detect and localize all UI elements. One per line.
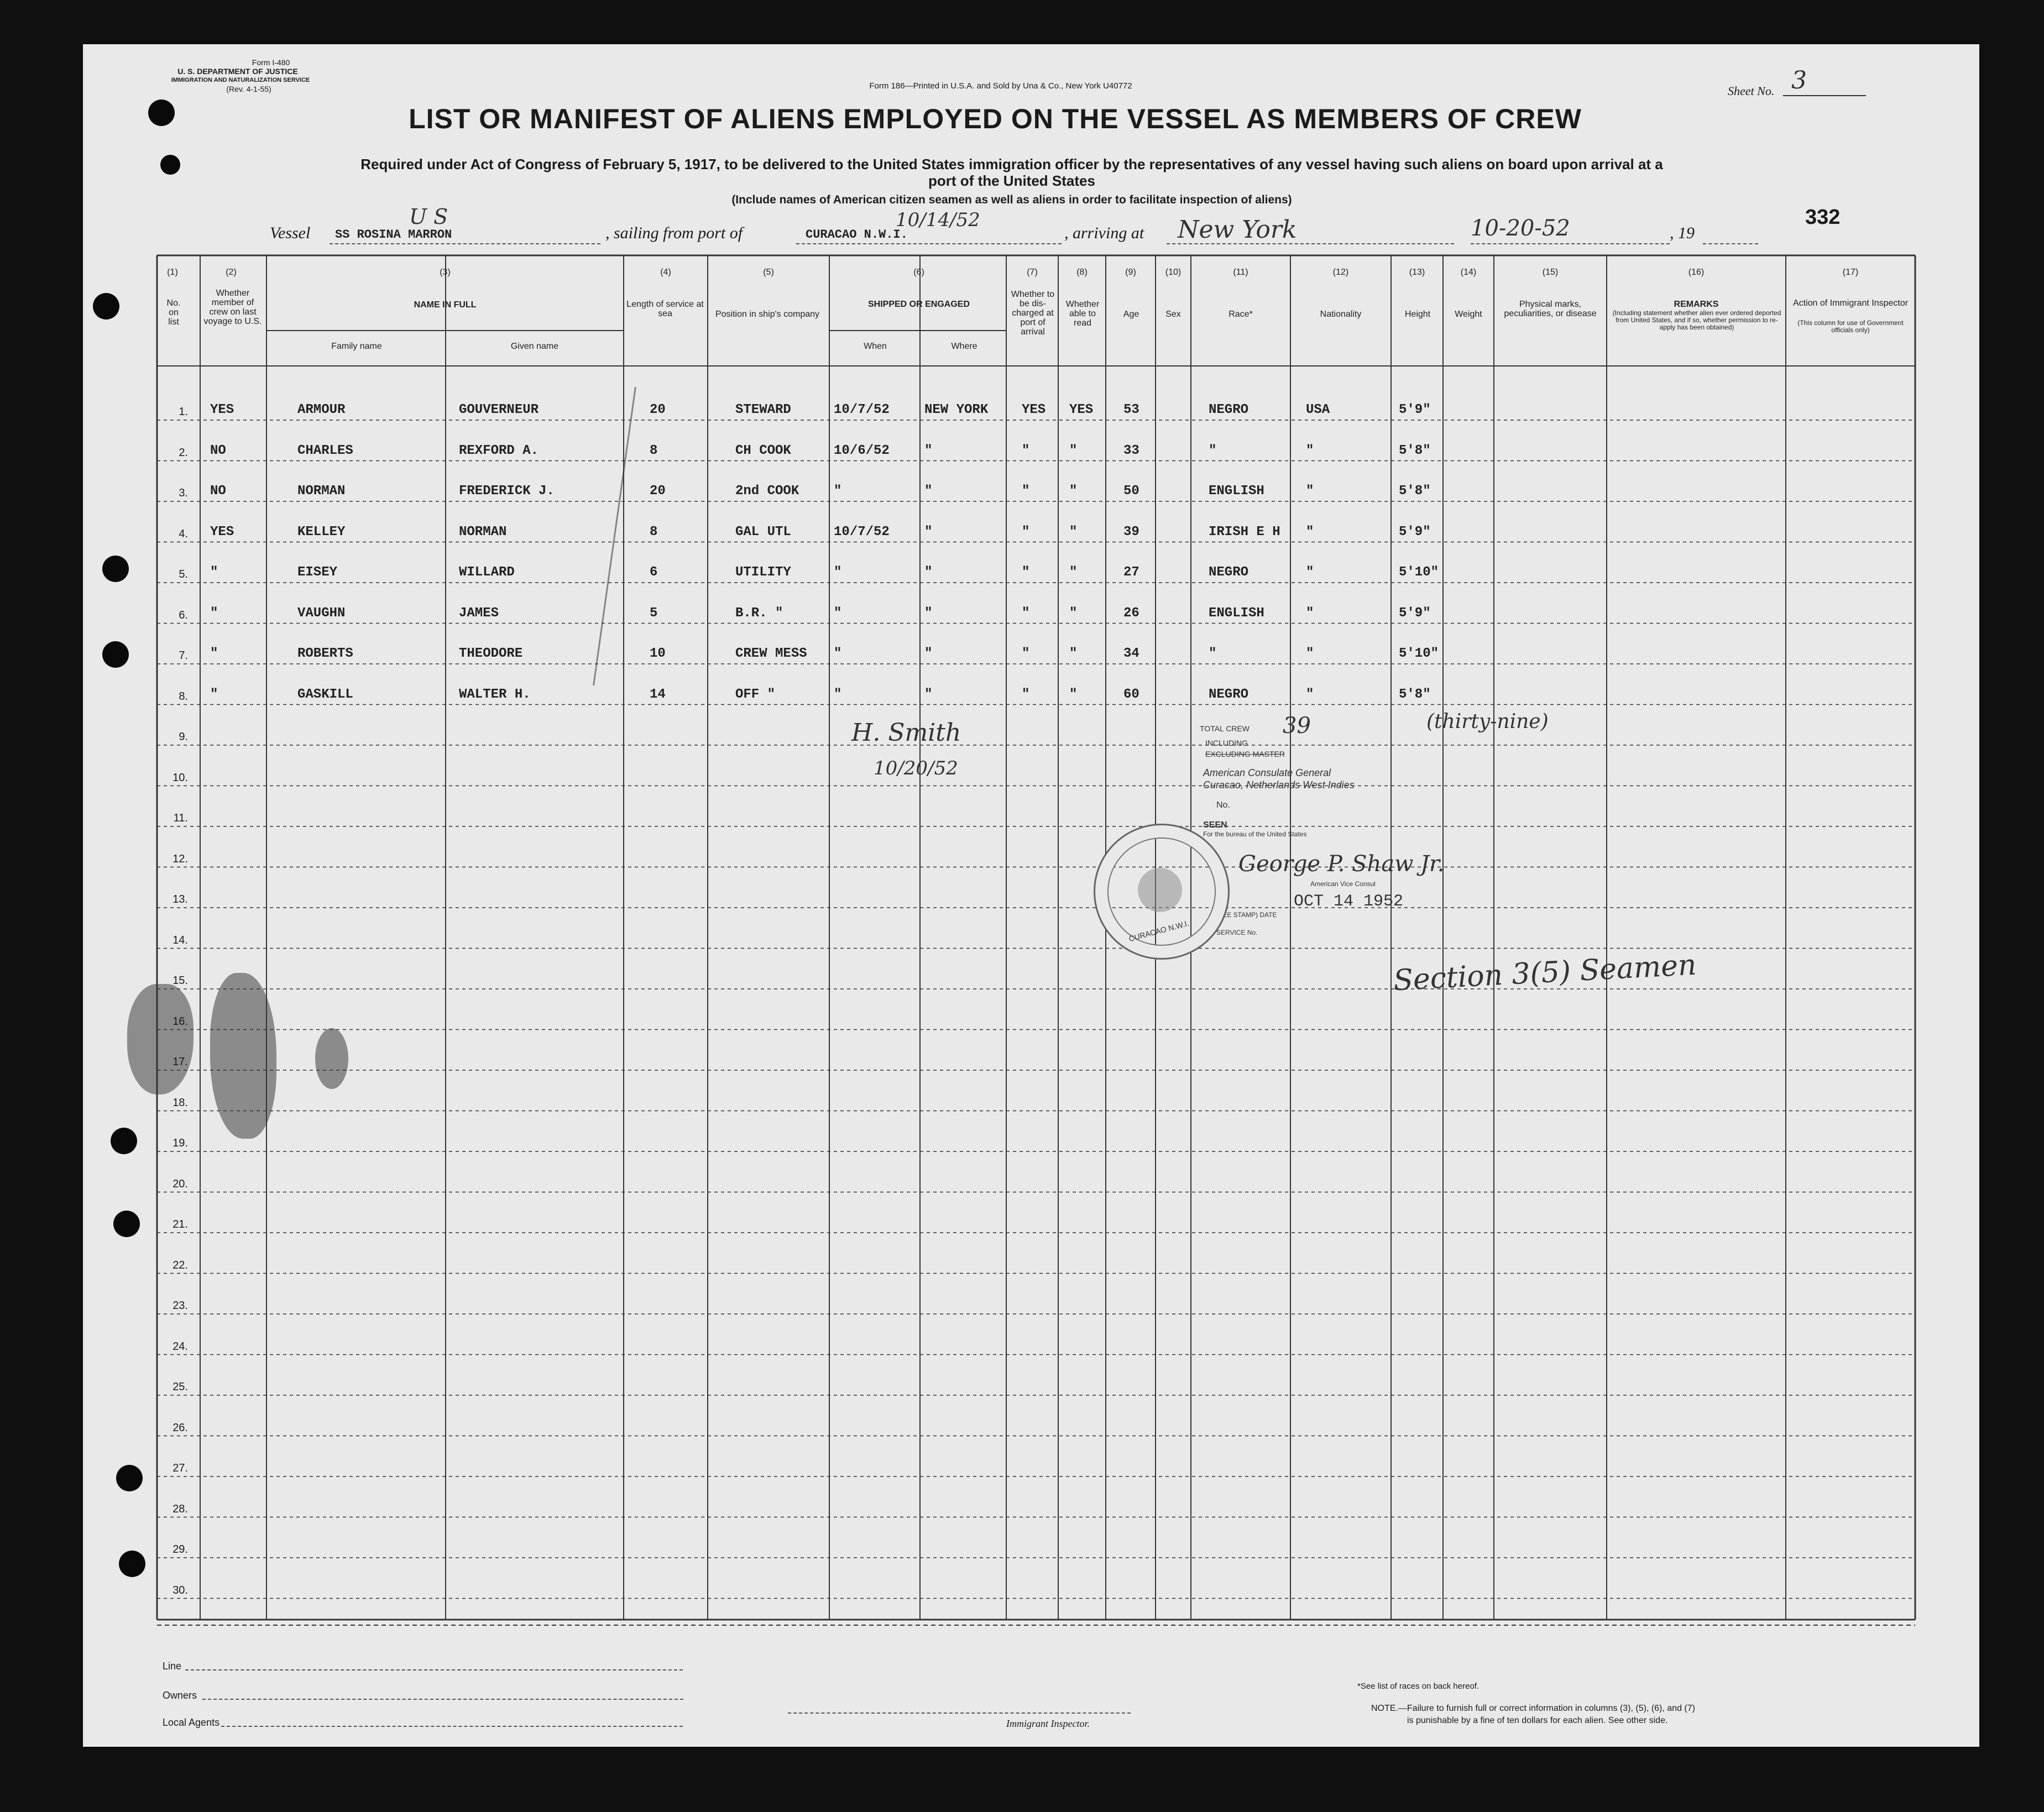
row-number: 13. [172, 893, 188, 905]
crew-position: CH COOK [735, 443, 791, 458]
row-number: 2. [179, 446, 188, 459]
row-number: 15. [172, 975, 188, 987]
crew-last-voyage: YES [210, 402, 234, 417]
subtitle-include: (Include names of American citizen seamen as well as aliens in order to facilitate inspection of aliens) [731, 193, 1292, 206]
crew-nationality: USA [1306, 402, 1330, 417]
crew-last-voyage: " [210, 687, 218, 702]
column-number: (3) [440, 268, 451, 277]
footer-owners-label: Owners [163, 1690, 197, 1701]
crew-age: 33 [1123, 443, 1139, 458]
arrival-port-handwritten: New York [1178, 216, 1297, 244]
form-number: Form I-480 [252, 58, 290, 67]
crew-family-name: ROBERTS [297, 646, 353, 661]
departure-port: CURACAO N.W.I. [806, 228, 908, 242]
row-number: 1. [179, 406, 188, 418]
row-number: 24. [172, 1340, 188, 1353]
crew-discharged: YES [1022, 402, 1046, 417]
crew-shipped-where: NEW YORK [924, 402, 989, 417]
row-number: 14. [172, 934, 188, 946]
header-inspector-action: Action of Immigrant Inspector [1792, 298, 1909, 308]
row-number: 21. [172, 1218, 188, 1230]
year-label: , 19 [1670, 224, 1695, 242]
footer-note-2: is punishable by a fine of ten dollars for each alien. See other side. [1407, 1716, 1668, 1725]
column-number: (13) [1409, 268, 1425, 277]
header-remarks: REMARKS [1674, 300, 1719, 309]
arriving-label: , arriving at [1064, 224, 1144, 242]
crew-height: 5'10" [1399, 565, 1439, 580]
crew-height: 5'9" [1399, 402, 1431, 417]
printer-line: Form 186—Printed in U.S.A. and Sold by Una & Co., New York U40772 [869, 81, 1132, 91]
crew-age: 26 [1123, 605, 1139, 621]
row-number: 19. [172, 1137, 188, 1149]
crew-race: " [1209, 443, 1217, 458]
crew-race: IRISH E H [1209, 524, 1280, 540]
crew-given-name: JAMES [459, 605, 499, 621]
crew-race: NEGRO [1209, 687, 1249, 702]
crew-nationality: " [1306, 443, 1314, 458]
crew-height: 5'10" [1399, 646, 1439, 661]
crew-shipped-where: " [924, 687, 933, 702]
crew-nationality: " [1306, 605, 1314, 621]
inspector-date: 10/20/52 [874, 757, 958, 779]
crew-height: 5'8" [1399, 443, 1431, 458]
column-number: (9) [1125, 268, 1136, 277]
row-number: 5. [179, 568, 188, 580]
crew-given-name: WILLARD [459, 565, 515, 580]
crew-height: 5'8" [1399, 687, 1431, 702]
vessel-prefix-handwritten: U S [409, 205, 448, 229]
crew-able-to-read: " [1069, 646, 1078, 661]
vessel-name: SS ROSINA MARRON [335, 228, 452, 242]
crew-able-to-read: " [1069, 524, 1078, 540]
crew-able-to-read: " [1069, 605, 1078, 621]
crew-shipped-where: " [924, 646, 933, 661]
header-position: Position in ship's company [715, 310, 820, 319]
column-number: (4) [660, 268, 671, 277]
crew-shipped-when: " [834, 484, 842, 499]
row-number: 12. [172, 852, 188, 865]
row-number: 26. [172, 1421, 188, 1434]
column-number: (7) [1027, 268, 1038, 277]
header-when: When [864, 342, 887, 351]
row-number: 27. [172, 1462, 188, 1474]
service-number: SERVICE No. [1216, 929, 1258, 936]
consul-signature: George P. Shaw Jr. [1238, 851, 1445, 877]
crew-height: 5'9" [1399, 605, 1431, 621]
crew-position: STEWARD [735, 402, 791, 417]
crew-shipped-when: 10/7/52 [834, 402, 890, 417]
row-number: 17. [172, 1056, 188, 1068]
row-number: 30. [172, 1584, 188, 1596]
crew-discharged: " [1022, 605, 1030, 621]
sailing-label: , sailing from port of [605, 224, 743, 242]
crew-last-voyage: YES [210, 524, 234, 540]
header-height: Height [1404, 310, 1431, 319]
sheet-label: Sheet No. [1728, 84, 1775, 98]
crew-height: 5'9" [1399, 524, 1431, 540]
consulate-no-label: No. [1216, 800, 1230, 810]
seen-label: SEEN [1203, 820, 1227, 830]
crew-given-name: REXFORD A. [459, 443, 539, 458]
subtitle-port: port of the United States [928, 172, 1095, 189]
column-number: (12) [1332, 268, 1349, 277]
crew-shipped-where: " [924, 605, 933, 621]
crew-family-name: KELLEY [297, 524, 346, 540]
crew-last-voyage: " [210, 565, 218, 580]
row-number: 8. [179, 690, 188, 703]
crew-discharged: " [1022, 646, 1030, 661]
footer-note-1: NOTE.—Failure to furnish full or correct information in columns (3), (5), (6), and (7) [1371, 1704, 1695, 1713]
seal-eagle-icon [1138, 868, 1182, 912]
header-no-on-list: No. on list [166, 298, 181, 327]
crew-race: " [1209, 646, 1217, 661]
vessel-label: Vessel [270, 224, 311, 242]
header-weight: Weight [1455, 310, 1482, 319]
including-label: INCLUDING [1205, 739, 1248, 747]
column-number: (17) [1842, 268, 1859, 277]
crew-shipped-when: 10/6/52 [834, 443, 890, 458]
seal-text: CURACAO N.W.I. [1127, 918, 1190, 944]
crew-nationality: " [1306, 565, 1314, 580]
revision: (Rev. 4-1-55) [226, 85, 271, 93]
crew-position: 2nd COOK [735, 484, 799, 499]
crew-length-of-service: 8 [650, 443, 658, 458]
header-name-in-full: NAME IN FULL [414, 300, 477, 310]
arrival-date-handwritten: 10-20-52 [1471, 216, 1570, 241]
row-number: 4. [179, 527, 188, 540]
header-inspector-action-note: (This column for use of Government officials only) [1797, 319, 1904, 334]
crew-discharged: " [1022, 443, 1030, 458]
crew-age: 34 [1123, 646, 1139, 661]
crew-given-name: FREDERICK J. [459, 484, 555, 499]
crew-length-of-service: 20 [650, 484, 666, 499]
footer-inspector-label: Immigrant Inspector. [1006, 1718, 1090, 1729]
crew-last-voyage: NO [210, 484, 226, 499]
row-number: 3. [179, 487, 188, 499]
crew-able-to-read: " [1069, 687, 1078, 702]
crew-shipped-when: " [834, 687, 842, 702]
column-number: (16) [1688, 268, 1705, 277]
crew-shipped-when: " [834, 646, 842, 661]
row-number: 23. [172, 1300, 188, 1312]
footer-agents-rule [221, 1726, 683, 1727]
crew-length-of-service: 20 [650, 402, 666, 417]
header-discharged: Whether to be dis-charged at port of arrival [1011, 290, 1055, 337]
total-crew-count: 39 [1283, 713, 1311, 739]
crew-family-name: CHARLES [297, 443, 353, 458]
crew-family-name: GASKILL [297, 687, 353, 702]
crew-shipped-where: " [924, 443, 933, 458]
crew-position: GAL UTL [735, 524, 791, 540]
crew-given-name: GOUVERNEUR [459, 402, 539, 417]
column-number: (5) [763, 268, 774, 277]
header-length-of-service: Length of service at sea [626, 300, 704, 318]
crew-age: 53 [1123, 402, 1139, 417]
column-number: (6) [913, 268, 924, 277]
sheet-number: 3 [1791, 66, 1807, 95]
crew-able-to-read: YES [1069, 402, 1094, 417]
crew-position: B.R. " [735, 605, 783, 621]
crew-length-of-service: 5 [650, 605, 658, 621]
row-number: 25. [172, 1381, 188, 1393]
crew-length-of-service: 8 [650, 524, 658, 540]
column-number: (11) [1233, 268, 1248, 277]
crew-family-name: ARMOUR [297, 402, 346, 417]
crew-age: 27 [1123, 565, 1139, 580]
row-number: 10. [172, 771, 188, 784]
crew-able-to-read: " [1069, 565, 1078, 580]
crew-family-name: NORMAN [297, 484, 346, 499]
column-number: (1) [167, 268, 178, 277]
header-where: Where [951, 342, 977, 351]
crew-able-to-read: " [1069, 484, 1078, 499]
footer-owners-rule [202, 1699, 683, 1700]
crew-nationality: " [1306, 646, 1314, 661]
crew-family-name: VAUGHN [297, 605, 346, 621]
header-family-name: Family name [331, 342, 382, 351]
department: U. S. DEPARTMENT OF JUSTICE [177, 67, 298, 76]
page-stamp-number: 332 [1805, 206, 1841, 229]
footer-agents-label: Local Agents [163, 1717, 220, 1728]
crew-length-of-service: 10 [650, 646, 666, 661]
page-title: LIST OR MANIFEST OF ALIENS EMPLOYED ON THE VESSEL AS MEMBERS OF CREW [409, 103, 1582, 134]
crew-shipped-when: " [834, 565, 842, 580]
crew-race: ENGLISH [1209, 484, 1264, 499]
crew-race: NEGRO [1209, 402, 1249, 417]
column-number: (15) [1542, 268, 1559, 277]
row-number: 6. [179, 609, 188, 621]
crew-given-name: NORMAN [459, 524, 507, 540]
crew-shipped-where: " [924, 565, 933, 580]
inspector-signature-rule [788, 1713, 1131, 1714]
crew-given-name: WALTER H. [459, 687, 531, 702]
section-note: Section 3(5) Seamen [1392, 948, 1697, 998]
header-age: Age [1123, 310, 1139, 319]
crew-race: NEGRO [1209, 565, 1249, 580]
header-nationality: Nationality [1320, 310, 1362, 319]
crew-position: UTILITY [735, 565, 791, 580]
crew-given-name: THEODORE [459, 646, 523, 661]
crew-shipped-when: 10/7/52 [834, 524, 890, 540]
crew-age: 60 [1123, 687, 1139, 702]
crew-discharged: " [1022, 565, 1030, 580]
crew-length-of-service: 6 [650, 565, 658, 580]
header-shipped-engaged: SHIPPED OR ENGAGED [867, 300, 970, 309]
header-race: Race* [1229, 310, 1253, 319]
crew-race: ENGLISH [1209, 605, 1264, 621]
row-number: 18. [172, 1096, 188, 1109]
crew-position: CREW MESS [735, 646, 807, 661]
header-able-to-read: Whether able to read [1065, 300, 1100, 328]
column-number: (10) [1165, 268, 1182, 277]
crew-family-name: EISEY [297, 565, 338, 580]
service-name: IMMIGRATION AND NATURALIZATION SERVICE [171, 77, 310, 83]
footer-races-note: *See list of races on back hereof. [1357, 1682, 1480, 1691]
subtitle-act: Required under Act of Congress of February 5, 1917, to be delivered to the United States immigration officer by the representatives of any vessel having such aliens on board upon arrival at a [360, 156, 1663, 172]
consulate-name: American Consulate General [1203, 767, 1331, 778]
crew-shipped-where: " [924, 524, 933, 540]
crew-age: 39 [1123, 524, 1139, 540]
footer-line-label: Line [163, 1661, 182, 1672]
crew-length-of-service: 14 [650, 687, 666, 702]
row-number: 11. [173, 812, 188, 824]
footer-line-rule [185, 1669, 683, 1670]
header-sex: Sex [1165, 310, 1181, 319]
crew-discharged: " [1022, 484, 1030, 499]
crew-age: 50 [1123, 484, 1139, 499]
consulate-location: Curacao, Netherlands West Indies [1203, 779, 1355, 790]
crew-nationality: " [1306, 484, 1314, 499]
sailing-date-handwritten: 10/14/52 [896, 209, 980, 231]
crew-shipped-where: " [924, 484, 933, 499]
column-number: (8) [1076, 268, 1088, 277]
inspector-signature: H. Smith [851, 719, 961, 747]
row-number: 20. [172, 1177, 188, 1190]
row-number: 7. [179, 650, 188, 662]
crew-discharged: " [1022, 687, 1030, 702]
total-crew-label: TOTAL CREW [1200, 724, 1250, 733]
row-number: 9. [179, 731, 188, 743]
column-number: (14) [1460, 268, 1477, 277]
crew-able-to-read: " [1069, 443, 1078, 458]
header-given-name: Given name [510, 342, 559, 351]
column-number: (2) [226, 268, 237, 277]
row-number: 22. [172, 1259, 188, 1271]
for-the-bureau: For the bureau of the United States [1203, 830, 1307, 838]
crew-last-voyage: NO [210, 443, 226, 458]
consul-date-stamp: OCT 14 1952 [1294, 892, 1404, 911]
crew-last-voyage: " [210, 605, 218, 621]
crew-position: OFF " [735, 687, 776, 702]
crew-nationality: " [1306, 687, 1314, 702]
crew-discharged: " [1022, 524, 1030, 540]
consul-title: American Vice Consul [1310, 880, 1376, 888]
fee-stamp-date: (FEE STAMP) DATE [1216, 911, 1277, 919]
header-last-voyage: Whether member of crew on last voyage to U.S. [203, 289, 262, 326]
total-crew-words: (thirty-nine) [1426, 710, 1549, 733]
crew-nationality: " [1306, 524, 1314, 540]
row-number: 16. [172, 1015, 188, 1028]
header-physical-marks: Physical marks, peculiarities, or disease [1504, 300, 1597, 318]
crew-last-voyage: " [210, 646, 218, 661]
row-number: 29. [172, 1543, 188, 1556]
header-remarks-note: (Including statement whether alien ever ordered deported from United States, and if so, whether permission to re-apply has been obtained) [1612, 309, 1781, 331]
crew-shipped-when: " [834, 605, 842, 621]
row-number: 28. [172, 1502, 188, 1515]
crew-height: 5'8" [1399, 484, 1431, 499]
excluding-master-label: EXCLUDING MASTER [1205, 750, 1285, 758]
